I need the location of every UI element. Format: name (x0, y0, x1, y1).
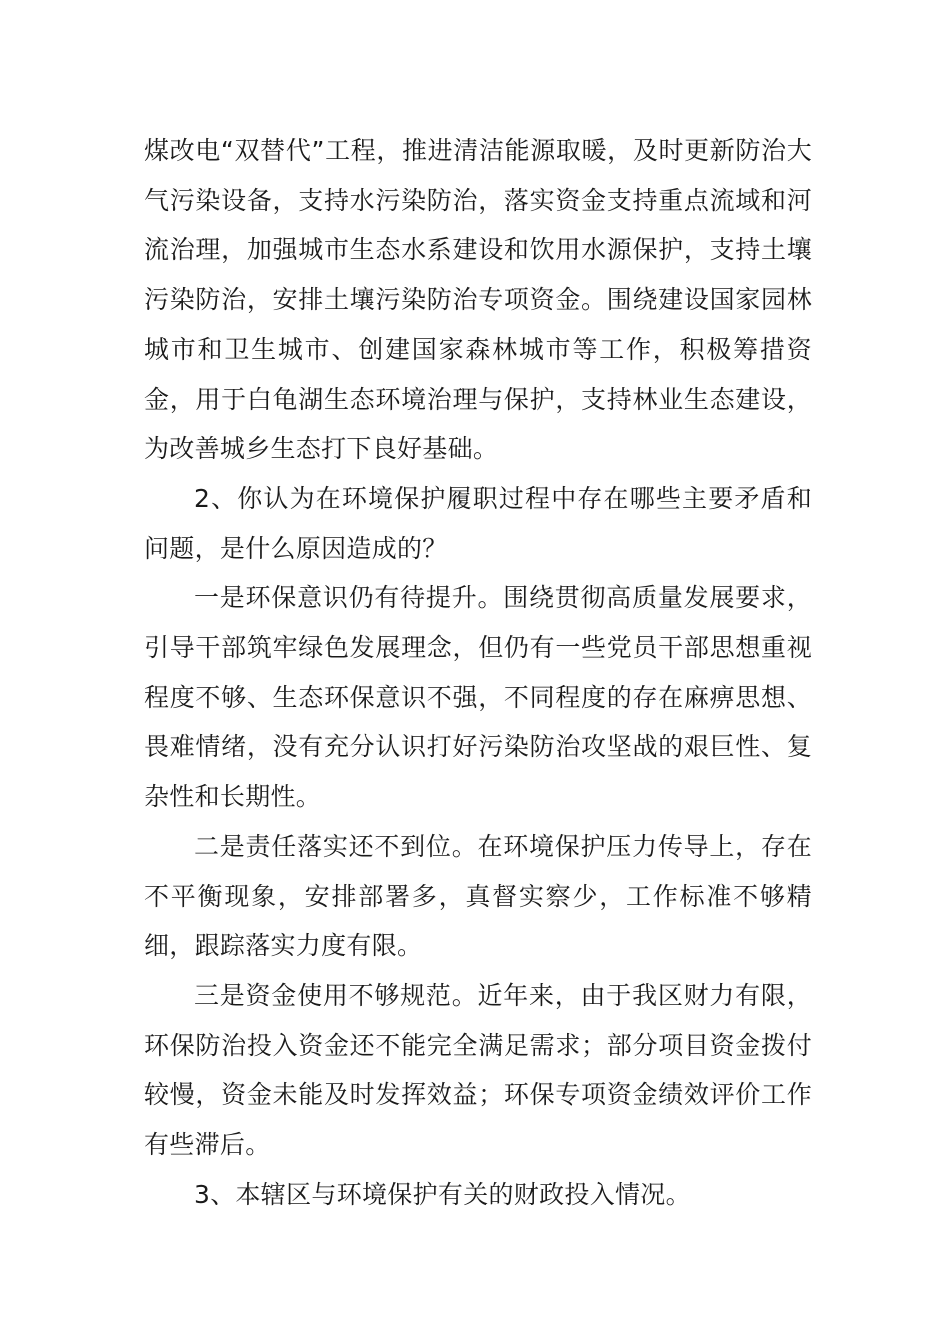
paragraph-awareness-issue: 一是环保意识仍有待提升。围绕贯彻高质量发展要求，引导干部筑牢绿色发展理念，但仍有一些党员干部思想重视程度不够、生态环保意识不强，不同程度的存在麻痹思想、畏难情绪，没有充分认识打好污染防治攻坚战的艰巨性、复杂性和长期性。 (144, 583, 812, 812)
paragraph-clean-energy-funding: 煤改电“双替代”工程，推进清洁能源取暖，及时更新防治大气污染设备，支持水污染防治，落实资金支持重点流域和河流治理，加强城市生态水系建设和饮用水源保护，支持土壤污染防治，安排土壤污染防治专项资金。围绕建设国家园林城市和卫生城市、创建国家森林城市等工作，积极筹措资金，用于白龟湖生态环境治理与保护，支持林业生态建设，为改善城乡生态打下良好基础。 (144, 136, 812, 464)
document-body (144, 126, 812, 1219)
paragraph-question-3: 3、本辖区与环境保护有关的财政投入情况。 (194, 1179, 691, 1209)
paragraph-funding-issue: 三是资金使用不够规范。近年来，由于我区财力有限，环保防治投入资金还不能完全满足需求；部分项目资金拨付较慢，资金未能及时发挥效益；环保专项资金绩效评价工作有些滞后。 (144, 980, 812, 1160)
paragraph-question-2: 2、你认为在环境保护履职过程中存在哪些主要矛盾和问题，是什么原因造成的？ (144, 483, 812, 563)
paragraph-responsibility-issue: 二是责任落实还不到位。在环境保护压力传导上，存在不平衡现象，安排部署多，真督实察少，工作标准不够精细，跟踪落实力度有限。 (144, 831, 812, 961)
